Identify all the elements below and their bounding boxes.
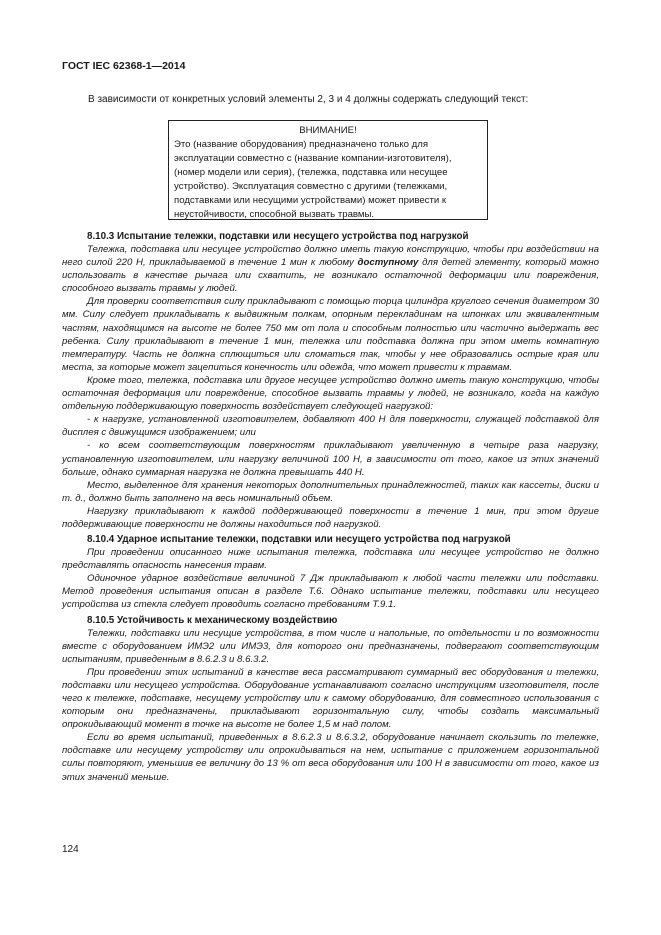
paragraph	[62, 243, 599, 295]
paragraph-part: Тележка, подставка или несущее устройство должно иметь такую конструкцию, чтобы при воздействии на него силой 220 Н, прикладываемой в течение 1 мин к любому	[62, 244, 599, 269]
section-title-8-10-4: 8.10.4 Ударное испытание тележки, подставки или несущего устройства под нагрузкой	[87, 534, 511, 546]
list-item: - к нагрузке, установленной изготовителем, добавляют 400 Н для поверхности, служащей подставкой для дисплея с движущимся изображением; или	[62, 414, 599, 439]
paragraph-part: для детей элементу, который можно использовать в качестве рычага или схватить, не возникало остаточной деформации или повреждения, способного вызвать травмы у людей.	[62, 257, 599, 295]
intro-text: В зависимости от конкретных условий элементы 2, 3 и 4 должны содержать следующий текст:	[88, 94, 529, 105]
paragraph: При проведении описанного ниже испытания тележка, подставка или несущее устройство не должно представлять опасность нанесения травм.	[62, 547, 599, 572]
paragraph: Для проверки соответствия силу прикладывают с помощью торца цилиндра круглого сечения диаметром 30 мм. Силу следует прикладывать к выдвижным полкам, опорным перекладинам на шпонках или эквивалентным частям, находящимся на высоте не более 750 мм от пола и способным полностью или частично выдержать вес ребенка. Силу прикладывают в течение 1 мин, тележка или подставка должна при этом иметь комнатную температуру. Часть не должна сплющиться или сломаться так, чтобы у нее образовались острые края или места, за которые может зацепиться конечность или одежда, что может привести к травмам.	[62, 296, 599, 373]
document-body	[62, 228, 599, 784]
paragraph: При проведении этих испытаний в качестве веса рассматривают суммарный вес оборудования и тележки, подставки или несущего устройства. Оборудование устанавливают согласно инструкциям изготовителя, после чего к тележке, подставке, несущему устройству или к самому оборудованию, для совместного использования с которым они предназначены, прикладывают горизонтальную силу, чтобы создать максимальный опрокидывающий момент в точке на высоте не более 1,5 м над полом.	[62, 666, 599, 731]
paragraph: Если во время испытаний, приведенных в 8.6.2.3 и 8.6.3.2, оборудование начинает скользить по тележке, подставке или несущему устройству или опрокидываться на нем, испытание с приложением горизонтальной силы повторяют, уменьшив ее величину до 13 % от веса оборудования или 100 Н в зависимости от того, какое из этих значений меньше.	[62, 732, 599, 783]
warning-text: Это (название оборудования) предназначено только для эксплуатации совместно с (название компании-изготовителя), (номер модели или серия), (тележка, подставка или несущее устройство). Эксплуатация совместно с другими (тележками, подставками или несущими устройствами) может привести к неустойчивости, способной вызвать травмы.	[174, 139, 452, 220]
paragraph: Одиночное ударное воздействие величиной 7 Дж прикладывают к любой части тележки или подставки. Метод проведения испытания описан в разделе Т.6. Однако испытание тележки, подставки или несущего устройства из стекла следует проводить согласно требованиям Т.9.1.	[62, 573, 599, 611]
page-number: 124	[62, 844, 79, 855]
paragraph: Кроме того, тележка, подставка или другое несущее устройство должно иметь такую конструкцию, чтобы остаточная деформация или повреждение, способное вызвать травмы у людей, не возникало, когда на каждую отдельную поддерживающую поверхность воздействует следующей нагрузкой:	[62, 374, 599, 413]
section-title-8-10-5: 8.10.5 Устойчивость к механическому воздействию	[87, 614, 338, 626]
paragraph: Нагрузку прикладывают к каждой поддерживающей поверхности в течение 1 мин, при этом другие поддерживающие поверхности не должны находиться под нагрузкой.	[62, 505, 599, 530]
warning-box	[168, 120, 488, 220]
paragraph: Тележки, подставки или несущие устройства, в том числе и напольные, по отдельности и по возможности вместе с оборудованием ИМЭ2 или ИМЭ3, для которого они предназначены, подвергают соответствующим испытаниям, приведенным в 8.6.2.3 и 8.6.3.2.	[62, 627, 599, 665]
warning-title: ВНИМАНИЕ!	[299, 125, 357, 136]
section-title-8-10-3: 8.10.3 Испытание тележки, подставки или несущего устройства под нагрузкой	[87, 231, 469, 242]
bold-term: доступному	[357, 257, 419, 269]
document-header: ГОСТ IEC 62368-1—2014	[62, 60, 186, 72]
paragraph: Место, выделенное для хранения некоторых дополнительных принадлежностей, таких как кассеты, диски и т. д., должно быть заполнено на весь номинальный объем.	[62, 479, 599, 504]
list-item: - ко всем соответствующим поверхностям прикладывают увеличенную в четыре раза нагрузку, установленную изготовителем, или нагрузку величиной 100 Н, в зависимости от того, какое из этих значений больше, однако суммарная нагрузка не должна превышать 440 Н.	[62, 440, 599, 478]
